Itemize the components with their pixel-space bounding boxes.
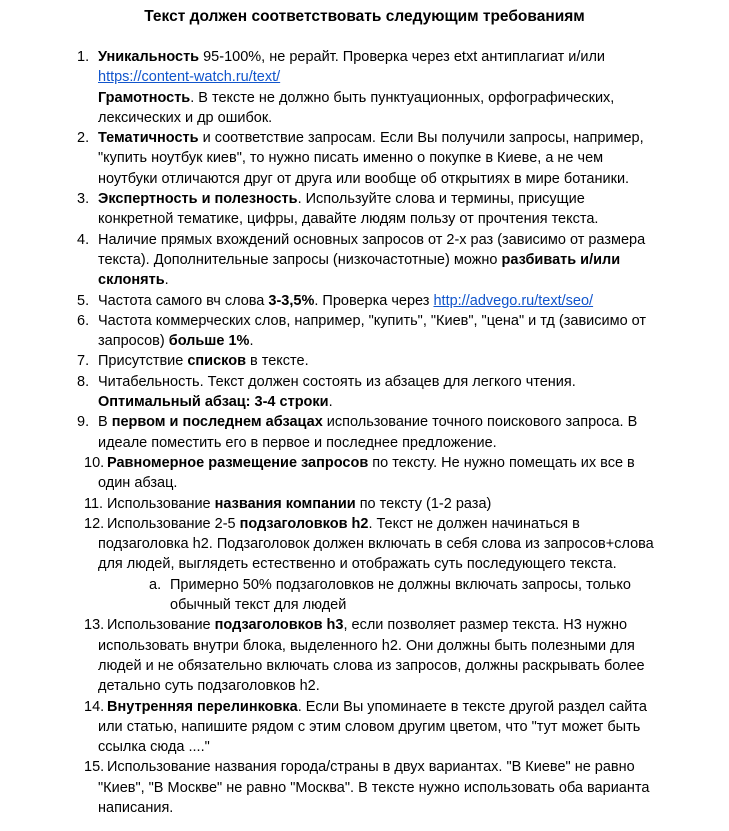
list-item <box>84 615 660 696</box>
requirements-list <box>0 47 660 818</box>
list-item-text <box>98 128 660 189</box>
text-segment: . Если Вы упоминаете в тексте другой раздел сайта или статью, напишите рядом с этим словом другим цветом, что "тут может быть ссылка сюда ...." <box>98 698 647 756</box>
text-segment: Использование 2-5 <box>107 515 240 532</box>
list-item-text <box>98 230 660 291</box>
text-segment: Грамотность <box>98 89 191 106</box>
text-segment: в тексте. <box>246 353 309 370</box>
list-item-text <box>98 189 660 230</box>
list-item-text <box>170 575 660 616</box>
list-item-number: 15. <box>84 759 105 776</box>
list-item-number: 7. <box>77 353 90 370</box>
text-segment: В <box>98 414 112 431</box>
text-segment: . <box>249 333 254 350</box>
list-item-text <box>98 412 660 453</box>
text-segment: Тематичность <box>98 130 199 147</box>
text-segment: разбивать и/или склонять <box>98 251 621 289</box>
text-segment: Использование названия города/страны в двух вариантах. "В Киеве" не равно "Киев", "В Москве" не равно "Москва". В тексте нужно использовать оба варианта написания. <box>98 759 650 816</box>
text-segment: Читабельность. Текст должен состоять из абзацев для легкого чтения. <box>98 373 576 390</box>
list-item-number: 11. <box>84 495 104 512</box>
list-item-text <box>98 757 660 818</box>
list-item-number: 12. <box>84 515 105 532</box>
text-segment: использование точного поискового запроса. В идеале поместить его в первое и последнее предложение. <box>98 414 638 451</box>
list-item <box>77 230 660 291</box>
list-item-text <box>98 47 660 128</box>
text-segment: Частота коммерческих слов, например, "купить", "Киев", "цена" и тд (зависимо от запросов) <box>98 312 647 350</box>
list-item <box>84 494 660 514</box>
text-segment: Использование <box>107 617 215 634</box>
list-item <box>77 372 660 413</box>
list-item-number: 4. <box>77 231 90 248</box>
text-segment: . Проверка через <box>314 292 434 309</box>
list-item <box>77 189 660 230</box>
advego-link[interactable]: http://advego.ru/text/seo/ <box>433 292 594 309</box>
text-segment: Частота самого вч слова <box>98 292 269 309</box>
text-segment: Экспертность и полезность <box>98 191 298 208</box>
text-segment: 95-100%, не рерайт. Проверка через etxt антиплагиат и/или <box>199 49 606 65</box>
list-item-text <box>98 697 660 758</box>
content-watch-link[interactable]: https://content-watch.ru/text/ <box>98 69 281 86</box>
list-item <box>149 575 660 616</box>
list-item <box>77 311 660 352</box>
list-item <box>84 697 660 758</box>
text-segment: Уникальность <box>98 49 200 65</box>
text-segment: , если позволяет размер текста. H3 нужно использовать внутри блока, выделенного h2. Они должны быть полезными для людей и не обязательно включать слова из запросов, должны раскрывать более детально суть подзаголовков h2. <box>98 617 645 695</box>
list-item <box>77 412 660 453</box>
text-segment: . <box>164 272 169 289</box>
text-segment: . Используйте слова и термины, присущие конкретной тематике, цифры, давайте людям пользу от прочтения текста. <box>98 191 599 228</box>
list-item <box>84 453 660 494</box>
document-title: Текст должен соответствовать следующим требованиям <box>144 8 585 25</box>
text-segment: названия компании <box>214 495 356 512</box>
text-segment: и соответствие запросам. Если Вы получили запросы, например, "купить ноутбук киев", то нужно писать именно о покупке в Киеве, а не чем ноутбуки отличаются друг от друга или вообще об открытиях в мире ботаники. <box>98 130 644 187</box>
list-item-text <box>98 351 660 371</box>
list-item <box>84 757 660 818</box>
text-segment: . В тексте не должно быть пунктуационных, орфографических, лексических и др ошибок. <box>98 89 615 126</box>
text-segment: . Текст не должен начинаться в подзаголовка h2. Подзаголовок должен включать в себя слова из запросов+слова для людей, выглядеть естественно и отображать суть последующего текста. <box>98 515 654 573</box>
list-item-number: 10. <box>84 454 105 471</box>
list-item <box>84 514 660 615</box>
text-segment: Примерно 50% подзаголовков не должны включать запросы, только обычный текст для людей <box>170 576 631 614</box>
list-item-text <box>98 514 660 615</box>
list-item-number: 9. <box>77 414 90 431</box>
list-item-text <box>98 372 660 413</box>
text-segment: Присутствие <box>98 353 188 370</box>
text-segment: Использование <box>107 495 215 512</box>
sub-list <box>98 575 660 616</box>
text-segment: 3-3,5% <box>268 292 315 309</box>
list-item <box>77 351 660 371</box>
list-item-text <box>98 311 660 352</box>
list-item-number: 8. <box>77 373 90 390</box>
text-segment: Наличие прямых вхождений основных запросов от 2-х раз (зависимо от размера текста). Дополнительные запросы (низкочастотные) можно <box>98 231 646 268</box>
text-segment: . <box>328 394 333 411</box>
text-segment: Оптимальный абзац: 3-4 строки <box>98 394 329 411</box>
text-segment: списков <box>187 353 246 370</box>
list-item <box>77 128 660 189</box>
list-item-number: 6. <box>77 312 90 329</box>
text-segment: первом и последнем абзацах <box>111 414 323 431</box>
list-item-number: a. <box>149 576 162 593</box>
list-item-number: 3. <box>77 191 90 208</box>
list-item-text <box>98 494 660 514</box>
text-segment: подзаголовков h3 <box>214 617 344 634</box>
text-segment: подзаголовков h2 <box>239 515 369 532</box>
text-segment: по тексту (1-2 раза) <box>355 495 492 512</box>
list-item-text <box>98 291 660 311</box>
list-item-text <box>98 615 660 696</box>
text-segment: Внутренняя перелинковка <box>107 698 298 715</box>
list-item-number: 14. <box>84 698 105 715</box>
list-item-number: 2. <box>77 130 90 147</box>
list-item-number: 1. <box>77 49 90 65</box>
list-item-number: 13. <box>84 617 105 634</box>
list-item-text <box>98 453 660 494</box>
text-segment: по тексту. Не нужно помещать их все в один абзац. <box>98 454 635 492</box>
text-segment: Равномерное размещение запросов <box>107 454 369 471</box>
list-item-number: 5. <box>77 292 90 309</box>
list-item <box>77 47 660 128</box>
list-item <box>77 291 660 311</box>
text-segment: больше 1% <box>168 333 250 350</box>
